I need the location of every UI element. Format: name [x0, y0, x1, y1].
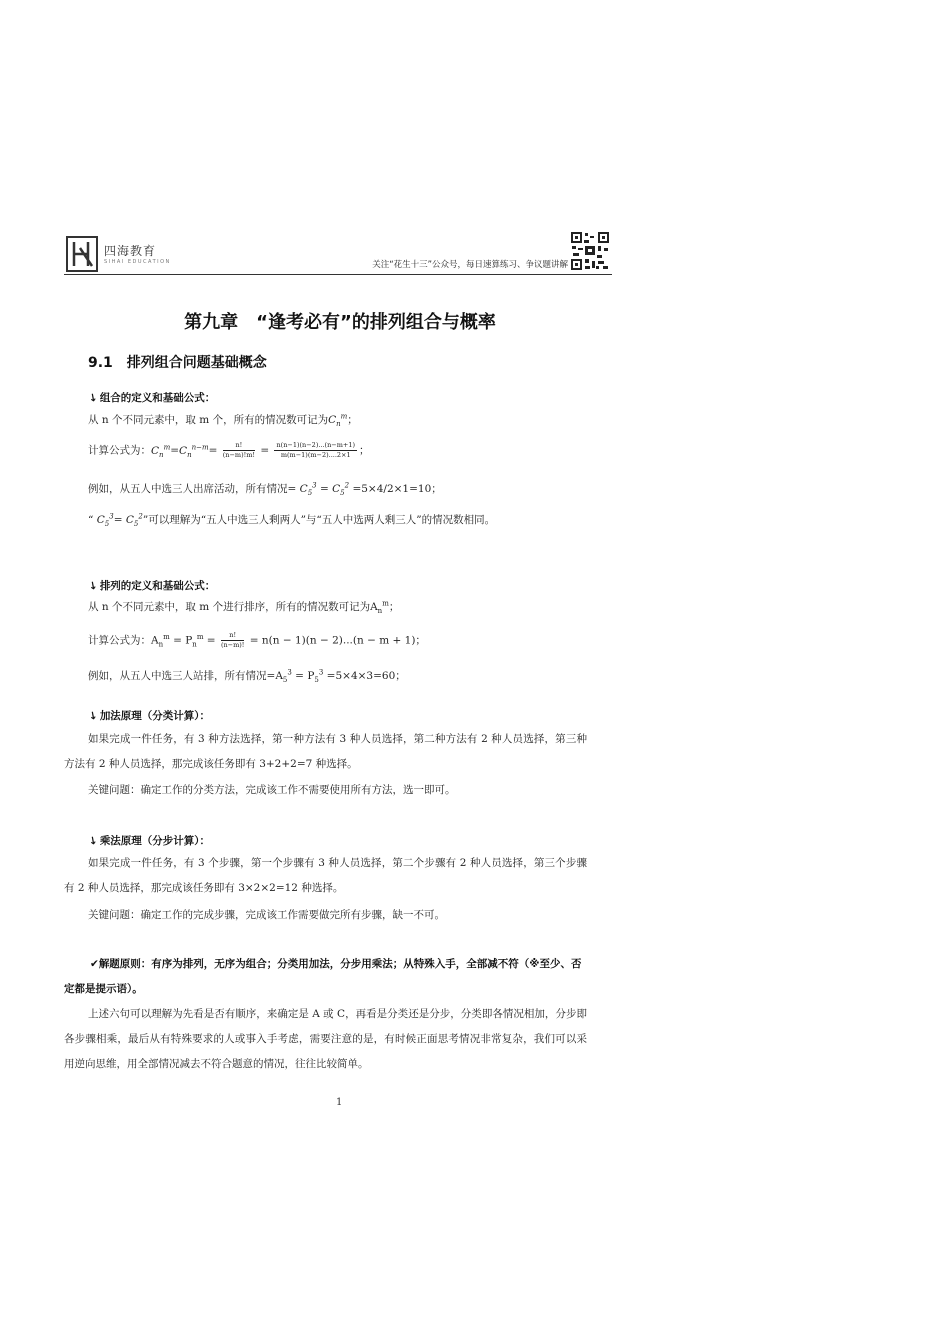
formula-fraction: $\frac{n!}{(n-m)!}$: [220, 631, 245, 649]
header-rule: [64, 274, 612, 275]
addition-paragraph: 如果完成一件任务，有 3 种方法选择，第一种方法有 3 种人员选择，第二种方法有 2 种人员选择，第三种方法有 2 种人员选择，那完成该任务即有 3+2+2=7 种选择。: [64, 733, 587, 770]
permutation-example: 例如，从五人中选三人站排，所有情况$=A_5^3 = P_5^3 =5\times 4\times 3=60$；: [88, 668, 406, 685]
combination-explanation: “ $C_5^3= C_5^2$”可以理解为“五人中选三人剩两人”与“五人中选两人剩三人”的情况数相同。: [88, 512, 496, 529]
permutation-formula: 计算公式为：$A_n^m = P_n^m$ = $\frac{n!}{(n-m)!}$ = n(n − 1)(n − 2)...(n − m + 1)；: [88, 631, 426, 649]
section-title: 9.1 排列组合问题基础概念: [88, 355, 267, 371]
combination-example: 例如，从五人中选三人出席活动，所有情况= $C_5^3 = C_5^2 =5\times 4/2\times 1=10$；: [88, 481, 442, 498]
check-icon: ✔: [90, 958, 99, 970]
addition-heading: ↘加法原理（分类计算）：: [85, 708, 211, 724]
arrow-icon: ↘: [85, 390, 100, 406]
multiplication-key: 关键问题：确定工作的完成步骤，完成该工作需要做完所有步骤，缺一不可。: [88, 909, 445, 921]
multiplication-paragraph: 如果完成一件任务，有 3 个步骤，第一个步骤有 3 种人员选择，第二个步骤有 2 种人员选择，第三个步骤有 2 种人员选择，那完成该任务即有 3×2×2=12 种选择。: [64, 857, 587, 894]
arrow-icon: ↘: [85, 833, 100, 849]
permutation-heading: ↘排列的定义和基础公式：: [85, 578, 216, 594]
logo-subtitle: SIHAI EDUCATION: [104, 259, 171, 265]
combination-heading: ↘组合的定义和基础公式：: [85, 390, 216, 406]
qr-code-icon: [570, 231, 610, 271]
logo-icon: [66, 236, 100, 272]
combination-definition: 从 n 个不同元素中，取 m 个，所有的情况数可记为$C_n^m$；: [88, 412, 358, 429]
chapter-title: 第九章 “逢考必有”的排列组合与概率: [184, 312, 496, 333]
permutation-definition: 从 n 个不同元素中，取 m 个进行排序，所有的情况数可记为$A_n^m$；: [88, 599, 400, 616]
page-number: 1: [336, 1097, 343, 1108]
logo-name: 四海教育: [104, 244, 157, 258]
principle-paragraph: 上述六句可以理解为先看是否有顺序，来确定是 A 或 C，再看是分类还是分步，分类即各情况相加，分步即各步骤相乘，最后从有特殊要求的人或事入手考虑，需要注意的是，有时候正面思考情况非常复杂，我们可以采用逆向思维，用全部情况减去不符合题意的情况，往往比较简单。: [64, 1008, 587, 1070]
arrow-icon: ↘: [85, 578, 100, 594]
multiplication-heading: ↘乘法原理（分步计算）：: [85, 833, 211, 849]
combination-formula: 计算公式为：$C_n^m=C_n^{n-m}=$ $\frac{n!}{(n-m)!m!}$ = $\frac{n(n-1)(n-2)...(n-m+1)}{m(m-1)(m-2)....2\times 1}$ ；: [88, 441, 370, 459]
formula-fraction: $\frac{n(n-1)(n-2)...(n-m+1)}{m(m-1)(m-2)....2\times 1}$: [276, 441, 355, 459]
arrow-icon: ↘: [85, 708, 100, 724]
formula-fraction: $\frac{n!}{(n-m)!m!}$: [222, 441, 255, 459]
header-note: 关注“花生十三”公众号，每日速算练习、争议题讲解: [372, 260, 568, 270]
principle-bold: ✔解题原则：有序为排列，无序为组合；分类用加法，分步用乘法；从特殊入手，全部减不符（※至少、否定都是提示语）。: [64, 958, 582, 995]
addition-key: 关键问题：确定工作的分类方法，完成该工作不需要使用所有方法，选一即可。: [88, 784, 456, 796]
